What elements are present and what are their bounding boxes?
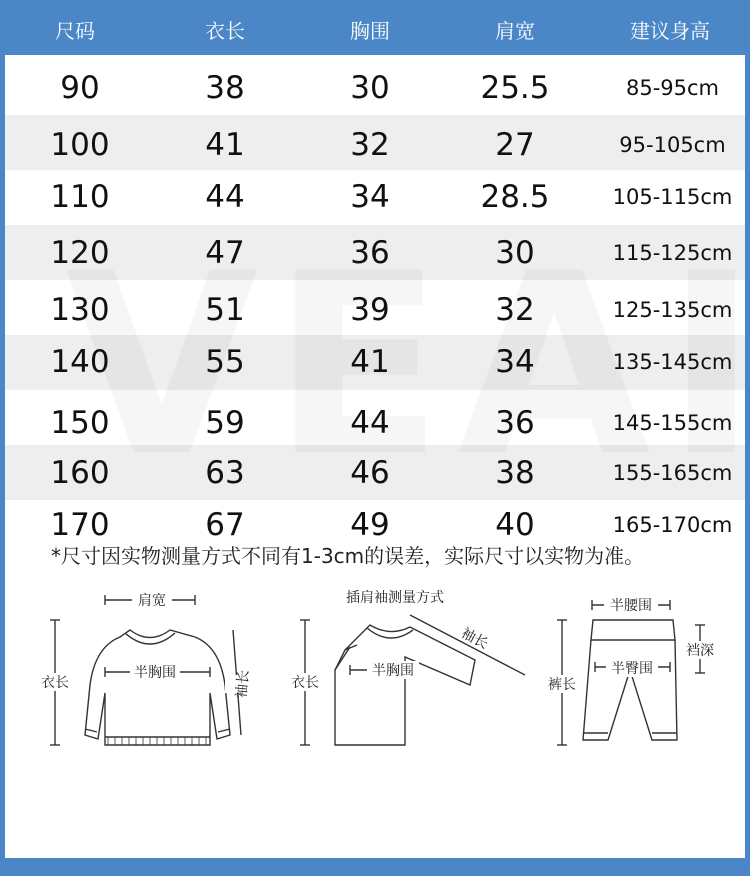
cell-shoulder: 27 (495, 127, 535, 163)
cell-height: 95-105cm (619, 133, 726, 157)
cell-chest: 32 (350, 127, 390, 163)
cell-shoulder: 36 (495, 405, 535, 441)
raglan-chest-label: 半胸围 (372, 663, 414, 679)
cell-length: 47 (205, 235, 245, 271)
cell-length: 55 (205, 344, 245, 380)
pants-hip-label: 半臀围 (611, 661, 653, 677)
raglan-diagram (300, 615, 525, 745)
cell-length: 38 (205, 70, 245, 106)
header-height: 建议身高 (630, 19, 710, 43)
sweater-length-label: 衣长 (41, 675, 69, 691)
cell-size: 120 (50, 235, 110, 271)
cell-shoulder: 28.5 (480, 179, 550, 215)
cell-size: 100 (50, 127, 110, 163)
cell-chest: 41 (350, 344, 390, 380)
cell-chest: 36 (350, 235, 390, 271)
header-length: 衣长 (205, 19, 245, 43)
header-chest: 胸围 (350, 19, 390, 43)
cell-shoulder: 32 (495, 292, 535, 328)
cell-size: 110 (50, 179, 110, 215)
cell-size: 140 (50, 344, 110, 380)
cell-chest: 30 (350, 70, 390, 106)
cell-length: 51 (205, 292, 245, 328)
raglan-length-label: 衣长 (291, 675, 319, 691)
cell-length: 59 (205, 405, 245, 441)
bottom-border (0, 858, 750, 876)
pants-length-label: 裤长 (548, 677, 576, 693)
cell-shoulder: 34 (495, 344, 535, 380)
raglan-sleeve-label: 袖长 (458, 625, 491, 653)
cell-chest: 34 (350, 179, 390, 215)
cell-height: 135-145cm (612, 350, 733, 374)
header-shoulder: 肩宽 (495, 19, 535, 43)
sweater-shoulder-label: 肩宽 (138, 593, 166, 609)
table-header (5, 0, 745, 55)
cell-shoulder: 38 (495, 455, 535, 491)
pants-rise-label: 裆深 (686, 643, 714, 659)
measurement-diagrams (5, 575, 745, 785)
cell-shoulder: 25.5 (480, 70, 550, 106)
raglan-title: 插肩袖测量方式 (346, 590, 444, 606)
cell-height: 115-125cm (612, 241, 733, 265)
cell-height: 155-165cm (612, 461, 733, 485)
cell-height: 145-155cm (612, 411, 733, 435)
cell-chest: 49 (350, 507, 390, 543)
cell-chest: 46 (350, 455, 390, 491)
cell-height: 105-115cm (612, 185, 733, 209)
measurement-note: *尺寸因实物测量方式不同有1-3cm的误差，实际尺寸以实物为准。 (51, 544, 645, 568)
cell-height: 125-135cm (612, 298, 733, 322)
size-chart-card (5, 0, 745, 858)
cell-length: 44 (205, 179, 245, 215)
cell-chest: 39 (350, 292, 390, 328)
cell-size: 170 (50, 507, 110, 543)
cell-length: 67 (205, 507, 245, 543)
cell-height: 85-95cm (625, 76, 720, 100)
sweater-sleeve-label: 袖长 (233, 669, 253, 699)
header-size: 尺码 (55, 19, 95, 43)
cell-shoulder: 30 (495, 235, 535, 271)
cell-length: 41 (205, 127, 245, 163)
cell-length: 63 (205, 455, 245, 491)
cell-shoulder: 40 (495, 507, 535, 543)
cell-size: 160 (50, 455, 110, 491)
sweater-chest-label: 半胸围 (134, 665, 176, 681)
cell-chest: 44 (350, 405, 390, 441)
cell-size: 130 (50, 292, 110, 328)
cell-height: 165-170cm (612, 513, 733, 537)
pants-waist-label: 半腰围 (610, 598, 652, 614)
cell-size: 150 (50, 405, 110, 441)
cell-size: 90 (60, 70, 100, 106)
